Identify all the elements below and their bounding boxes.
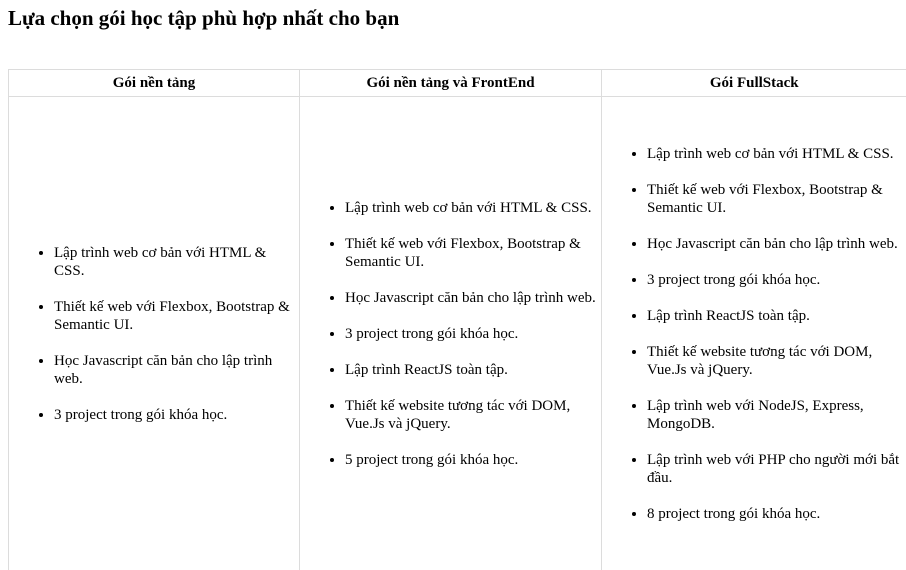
plan-cell-basic [9, 97, 300, 570]
page-title: Lựa chọn gói học tập phù hợp nhất cho bạn [8, 4, 399, 32]
plan-header-basic: Gói nền tảng [9, 70, 300, 97]
plans-header-row [9, 70, 906, 97]
feature-item: • Thiết kế website tương tác với DOM, Vue.Js và jQuery. [647, 343, 903, 379]
plan-cell-frontend [300, 97, 602, 570]
feature-item: • Thiết kế web với Flexbox, Bootstrap & Semantic UI. [54, 298, 295, 334]
feature-item: • Thiết kế web với Flexbox, Bootstrap & Semantic UI. [647, 181, 903, 217]
plans-comparison-table [8, 69, 906, 570]
feature-item: • Thiết kế website tương tác với DOM, Vue.Js và jQuery. [345, 397, 597, 433]
feature-item: • Lập trình web cơ bản với HTML & CSS. [54, 244, 295, 280]
plans-features-row [9, 97, 906, 570]
feature-list-fullstack [602, 145, 906, 523]
feature-item: • Lập trình web với NodeJS, Express, MongoDB. [647, 397, 903, 433]
feature-list-basic [9, 244, 299, 424]
plan-header-fullstack: Gói FullStack [602, 70, 906, 97]
feature-item: • Học Javascript căn bản cho lập trình web. [345, 289, 597, 307]
plan-cell-fullstack [602, 97, 906, 570]
plan-header-frontend: Gói nền tảng và FrontEnd [300, 70, 602, 97]
feature-item: • 3 project trong gói khóa học. [647, 271, 903, 289]
feature-item: • 3 project trong gói khóa học. [345, 325, 597, 343]
feature-item: • Lập trình web cơ bản với HTML & CSS. [345, 199, 597, 217]
feature-item: • 5 project trong gói khóa học. [345, 451, 597, 469]
feature-item: • Lập trình web cơ bản với HTML & CSS. [647, 145, 903, 163]
feature-item: • Học Javascript căn bản cho lập trình web. [647, 235, 903, 253]
feature-item: • Học Javascript căn bản cho lập trình web. [54, 352, 295, 388]
feature-item: • Lập trình web với PHP cho người mới bắt đầu. [647, 451, 903, 487]
feature-item: • Thiết kế web với Flexbox, Bootstrap & Semantic UI. [345, 235, 597, 271]
feature-item: • Lập trình ReactJS toàn tập. [647, 307, 903, 325]
feature-item: • Lập trình ReactJS toàn tập. [345, 361, 597, 379]
feature-item: • 8 project trong gói khóa học. [647, 505, 903, 523]
feature-item: • 3 project trong gói khóa học. [54, 406, 295, 424]
feature-list-frontend [300, 199, 601, 469]
